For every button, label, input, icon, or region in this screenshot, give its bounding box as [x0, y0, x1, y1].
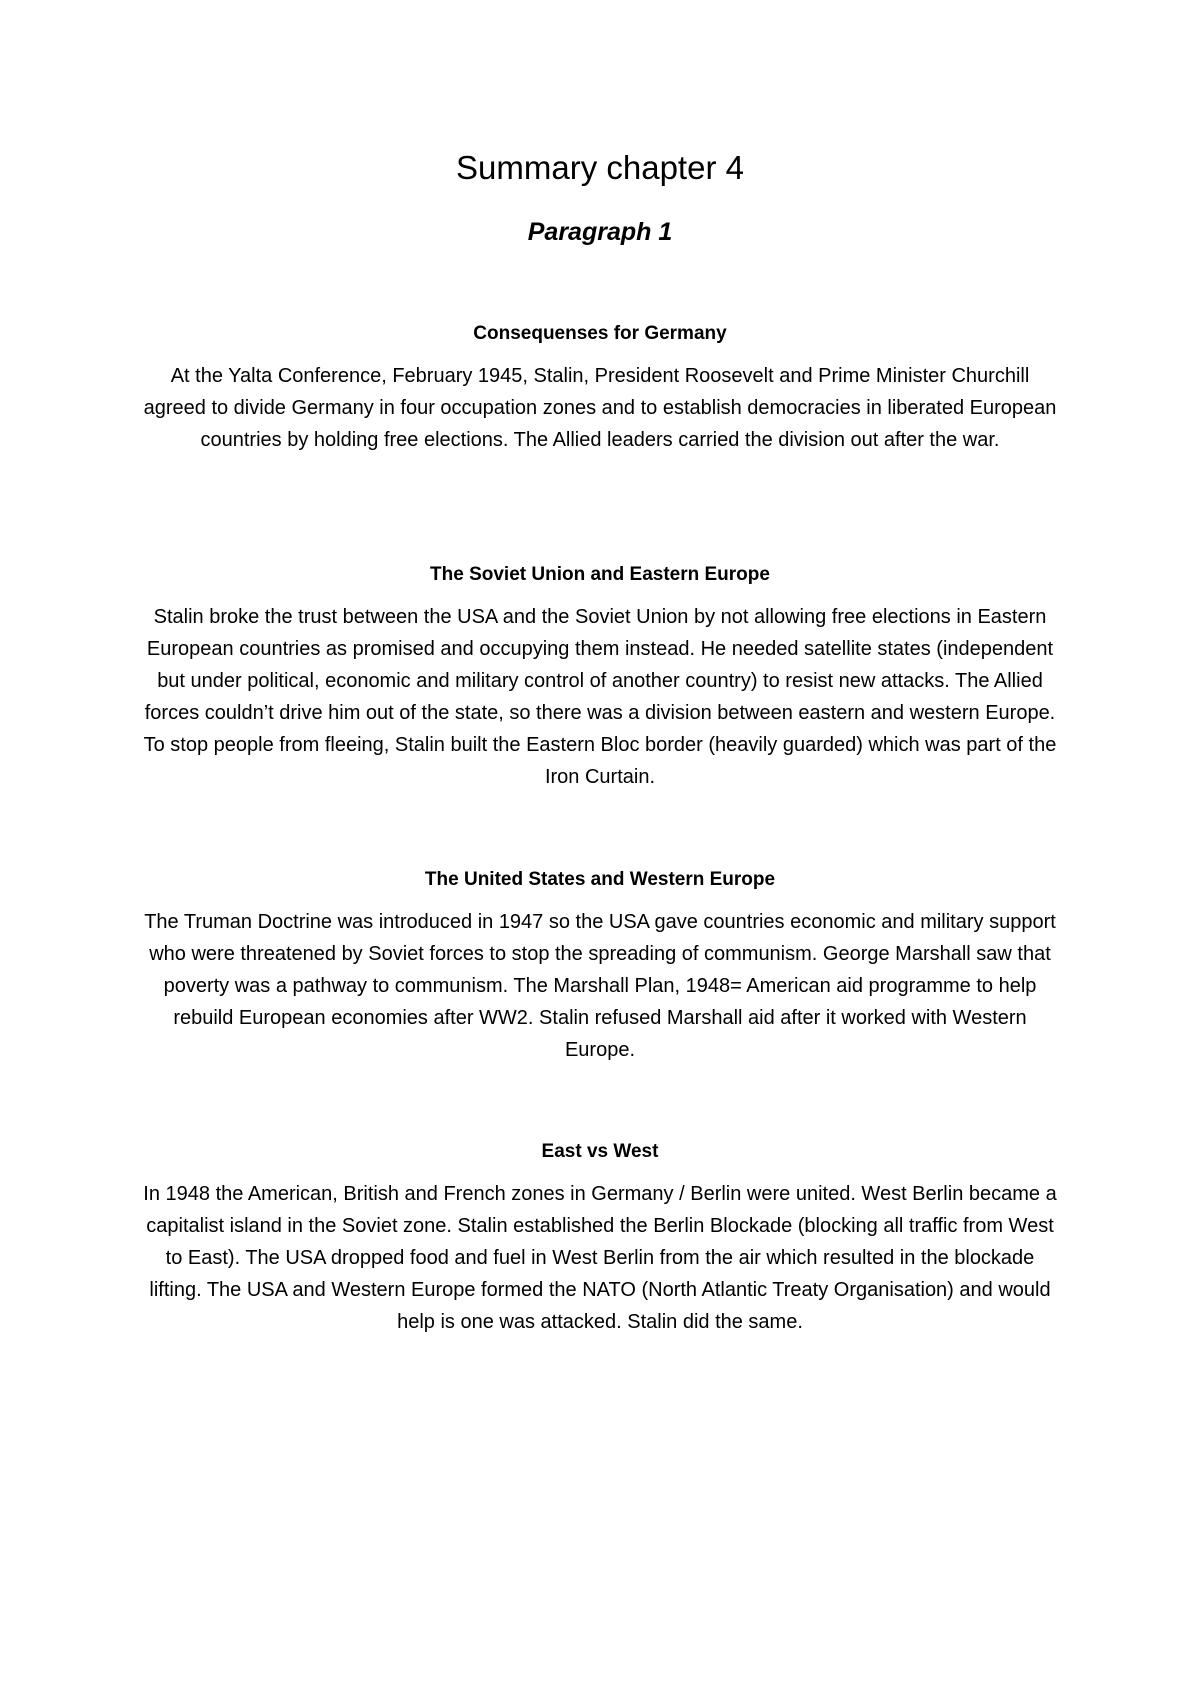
- section-body: In 1948 the American, British and French zones in Germany / Berlin were united. West Berlin became a capitalist island in the Soviet zone. Stalin established the Berlin Blockade (blocking all traffic from West to East). The USA dropped food and fuel in West Berlin from the air which resulted in the blockade lifting. The USA and Western Europe formed the NATO (North Atlantic Treaty Organisation) and would help is one was attacked. Stalin did the same.: [143, 1183, 1057, 1333]
- section-heading: The United States and Western Europe: [424, 869, 776, 890]
- section-united-states-western-europe: [140, 868, 1060, 1066]
- section-body: At the Yalta Conference, February 1945, Stalin, President Roosevelt and Prime Minister Churchill agreed to divide Germany in four occupation zones and to establish democracies in liberated European countries by holding free elections. The Allied leaders carried the division out after the war.: [143, 365, 1057, 451]
- section-heading: East vs West: [541, 1141, 659, 1162]
- section-east-vs-west: [140, 1140, 1060, 1338]
- document-subtitle: Paragraph 1: [527, 218, 673, 246]
- section-heading: The Soviet Union and Eastern Europe: [430, 564, 770, 585]
- section-consequences-germany: [140, 322, 1060, 456]
- section-body: Stalin broke the trust between the USA and the Soviet Union by not allowing free elections in Eastern European countries as promised and occupying them instead. He needed satellite states (independent but under political, economic and military control of another country) to resist new attacks. The Allied forces couldn’t drive him out of the state, so there was a division between eastern and western Europe. To stop people from fleeing, Stalin built the Eastern Bloc border (heavily guarded) which was part of the Iron Curtain.: [143, 606, 1057, 788]
- section-heading: Consequenses for Germany: [473, 323, 727, 344]
- document-title: Summary chapter 4: [456, 149, 744, 186]
- section-body: The Truman Doctrine was introduced in 1947 so the USA gave countries economic and military support who were threatened by Soviet forces to stop the spreading of communism. George Marshall saw that poverty was a pathway to communism. The Marshall Plan, 1948= American aid programme to help rebuild European economies after WW2. Stalin refused Marshall aid after it worked with Western Europe.: [144, 911, 1056, 1061]
- section-soviet-union-eastern-europe: [140, 563, 1060, 793]
